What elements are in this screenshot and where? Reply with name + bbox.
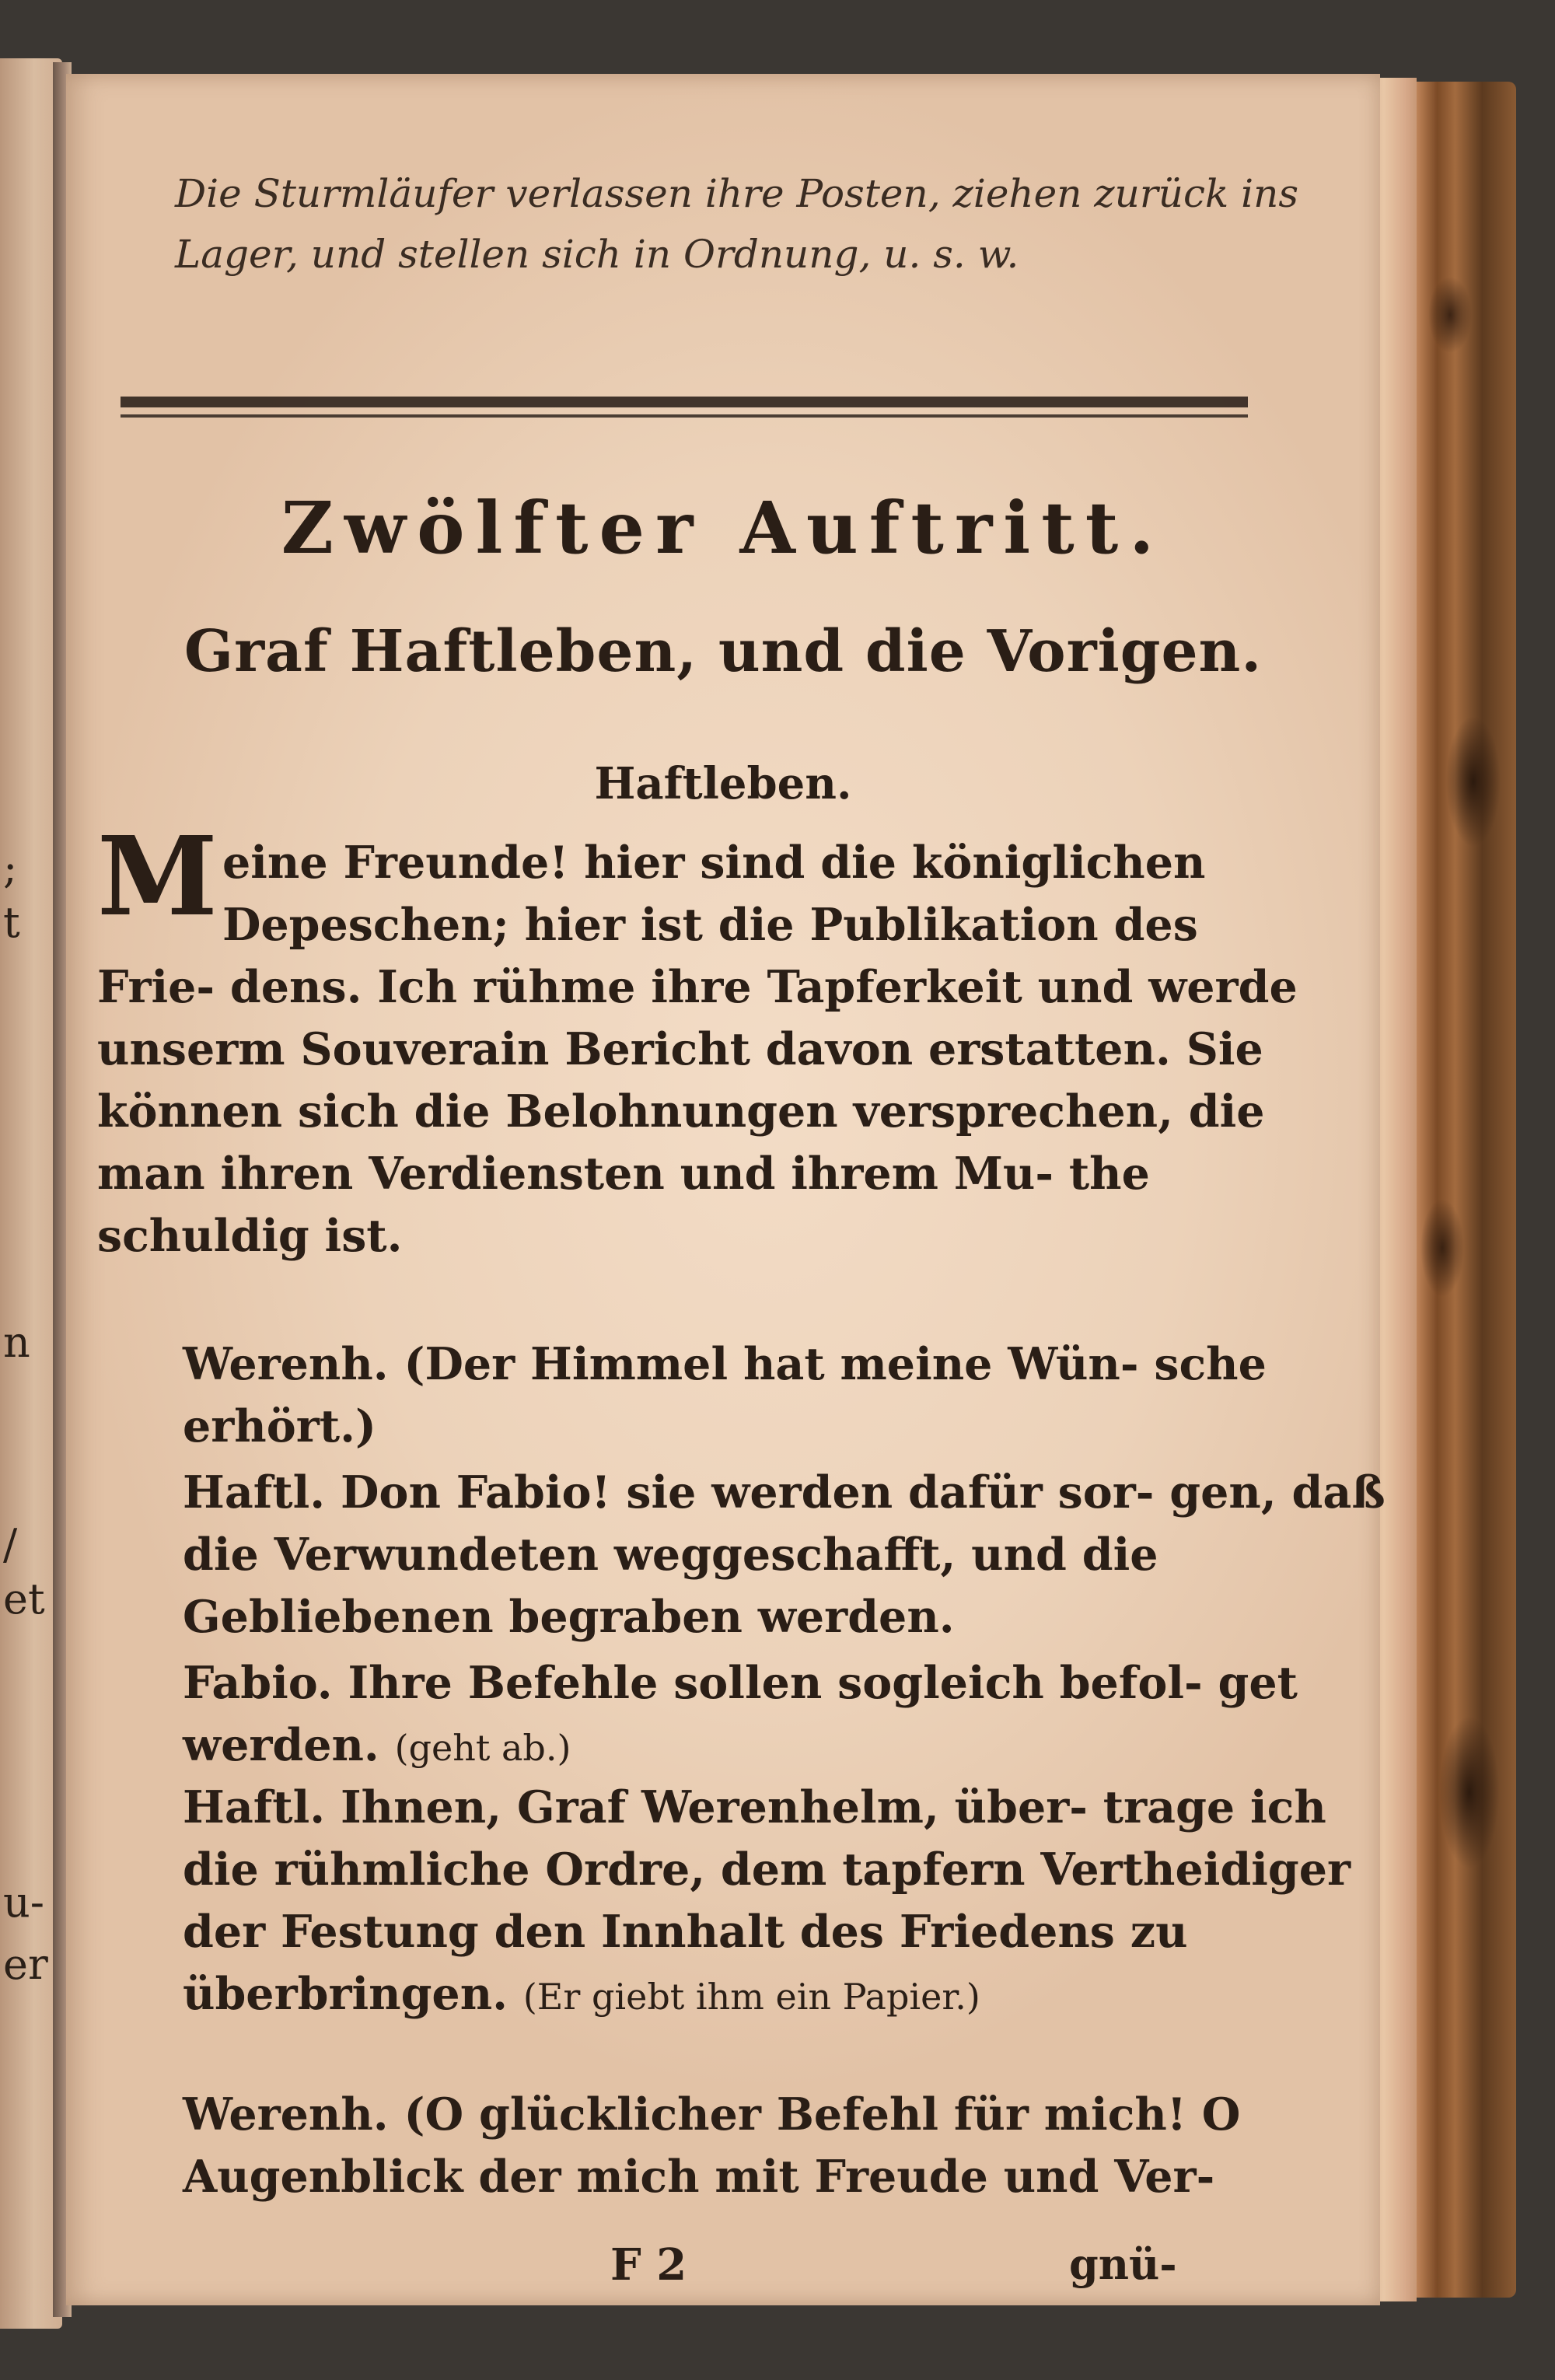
speaker-name: Haftl. [183,1781,326,1833]
speech-text: (Der Himmel hat meine Wün- sche erhört.) [183,1338,1267,1452]
speech-text: (O glücklicher Befehl für mich! O Augenblick der mich mit Freude und Ver- [183,2088,1241,2203]
speech-fabio [97,1652,1396,1779]
stage-aside: (Er giebt ihm ein Papier.) [522,1976,980,2018]
speech-text: Ihre Befehle sollen sogleich befol- get werden. [183,1657,1298,1771]
facing-page-fragment: u- [3,1878,45,1927]
facing-page-fragment: / [3,1520,18,1569]
stage-direction: Die Sturmläufer verlassen ihre Posten, ziehen zurück ins Lager, und stellen sich in Ordnung, u. s. w. [175,171,1298,277]
speaker-name: Haftl. [183,1466,326,1519]
facing-page-fragment: et [3,1574,45,1623]
divider-rule-thin [121,414,1248,418]
marbled-cover [1403,82,1516,2298]
speech-text: eine Freunde! hier sind die königlichen Depeschen; hier ist die Publikation des Frie- dens. Ich rühme ihre Tapferkeit und werde unserm Souverain Bericht davon erstatten. Sie können sich die Belohnungen versprechen, die man ihren Verdiensten und ihrem Mu- the schuldig ist. [97,837,1298,1262]
speaker-name: Werenh. [183,2088,389,2141]
speech-werenhelm-1 [97,1333,1396,1458]
drop-cap: M [97,813,218,941]
facing-page-fragment: er [3,1940,48,1989]
facing-page-fragment: n [3,1318,30,1367]
book-page [66,74,1386,2305]
speaker-name: Werenh. [183,1338,389,1390]
speech-haftleben [97,813,1310,1267]
facing-page-fragment: t [3,898,20,947]
cast-line: Graf Haftleben, und die Vorigen. [183,618,1263,685]
speaker-heading: Haftleben. [594,758,852,809]
scene-title: Zwölfter Auftritt. [281,486,1165,570]
speaker-name: Fabio. [183,1657,333,1709]
divider-rule [121,397,1248,407]
facing-page-fragment: ; [3,844,18,893]
speech-haftleben-3 [97,1777,1396,2028]
speech-werenhelm-2 [97,2084,1396,2208]
speech-text: Don Fabio! sie werden dafür sor- gen, daß die Verwundeten weggeschafft, und die Gebliebenen begraben werden. [183,1466,1386,1643]
speech-text: Ihnen, Graf Werenhelm, über- trage ich die rühmliche Ordre, dem tapfern Vertheidiger der Festung den Innhalt des Friedens zu überbringen. [183,1781,1351,2020]
stage-aside: (geht ab.) [394,1727,571,1769]
speech-haftleben-2 [97,1462,1396,1648]
catchword: gnü- [1069,2239,1177,2289]
signature-mark: F 2 [610,2239,687,2291]
